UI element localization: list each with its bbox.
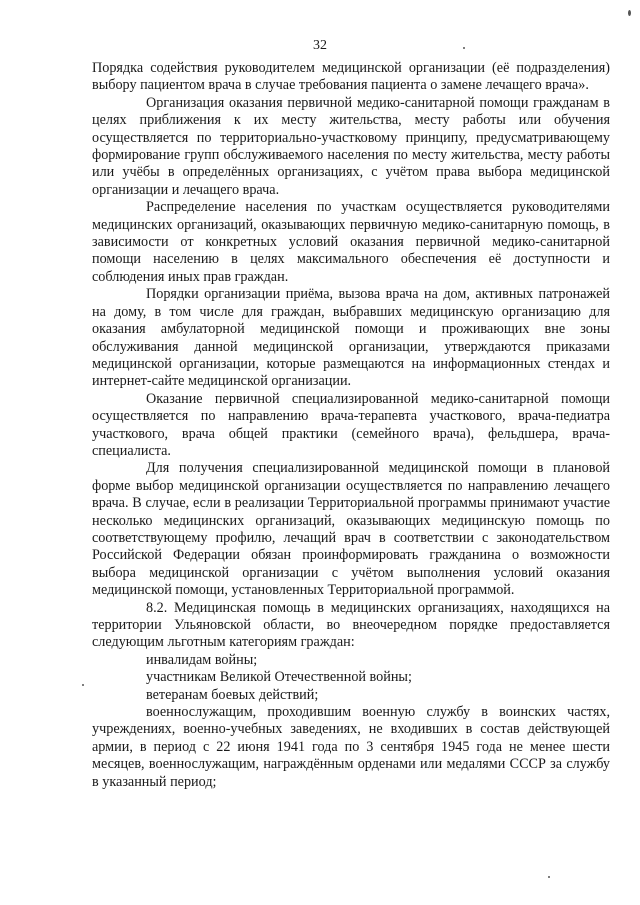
paragraph: 8.2. Медицинская помощь в медицинских организациях, находящихся на территории Ульяновской области, во внеочередном порядке предоставляется следующим льготным категориям граждан: [92, 599, 610, 651]
scan-speck [628, 10, 631, 16]
scan-speck [463, 47, 465, 49]
paragraph: Для получения специализированной медицинской помощи в плановой форме выбор медицинской организации осуществляется по направлению лечащего врача. В случае, если в реализации Территориальной программы принимают участие несколько медицинских организаций, оказывающих медицинскую помощь по соответствующему профилю, лечащий врач в соответствии с законодательством Российской Федерации обязан проинформировать гражданина о возможности выбора медицинской организации с учётом выполнения условий оказания медицинской помощи, установленных Территориальной программой. [92, 460, 610, 599]
paragraph: Оказание первичной специализированной медико-санитарной помощи осуществляется по направлению врача-терапевта участкового, врача-педиатра участкового, врача общей практики (семейного врача), фельдшера, врача-специалиста. [92, 390, 610, 459]
paragraph: Распределение населения по участкам осуществляется руководителями медицинских организаций, оказывающих первичную медико-санитарную помощь, в зависимости от конкретных условий оказания первичной медико-санитарной помощи населению в целях максимального обеспечения её доступности и соблюдения иных прав граждан. [92, 199, 610, 285]
scan-speck [548, 876, 550, 878]
list-item: участникам Великой Отечественной войны; [146, 669, 412, 686]
paragraph: Порядка содействия руководителем медицинской организации (её подразделения) выбору пациентом врача в случае требования пациента о замене лечащего врача». [92, 60, 610, 94]
scan-speck [82, 684, 84, 686]
paragraph: Организация оказания первичной медико-санитарной помощи гражданам в целях приближения к их месту жительства, месту работы или обучения осуществляется по территориально-участковому принципу, предусматривающему формирование групп обслуживаемого населения по месту жительства, месту работы или учёбы в определённых организациях, с учётом права выбора медицинской организации и лечащего врача. [92, 94, 610, 198]
list-item: инвалидам войны; [146, 651, 258, 668]
list-item: ветеранам боевых действий; [146, 686, 319, 703]
paragraph: Порядки организации приёма, вызова врача на дом, активных патронажей на дому, в том числе для граждан, выбравших медицинскую организацию для оказания амбулаторной медицинской помощи и проживающих вне зоны обслуживания данной медицинской организации, утверждаются приказами медицинской организации, которые размещаются на информационных стендах и интернет-сайте медицинской организации. [92, 286, 610, 390]
document-body [92, 60, 610, 791]
page-number: 32 [313, 38, 327, 53]
paragraph: военнослужащим, проходившим военную службу в воинских частях, учреждениях, военно-учебных заведениях, не входивших в состав действующей армии, в период с 22 июня 1941 года по 3 сентября 1945 года не менее шести месяцев, военнослужащим, награждённым орденами или медалями СССР за службу в указанный период; [92, 704, 610, 790]
